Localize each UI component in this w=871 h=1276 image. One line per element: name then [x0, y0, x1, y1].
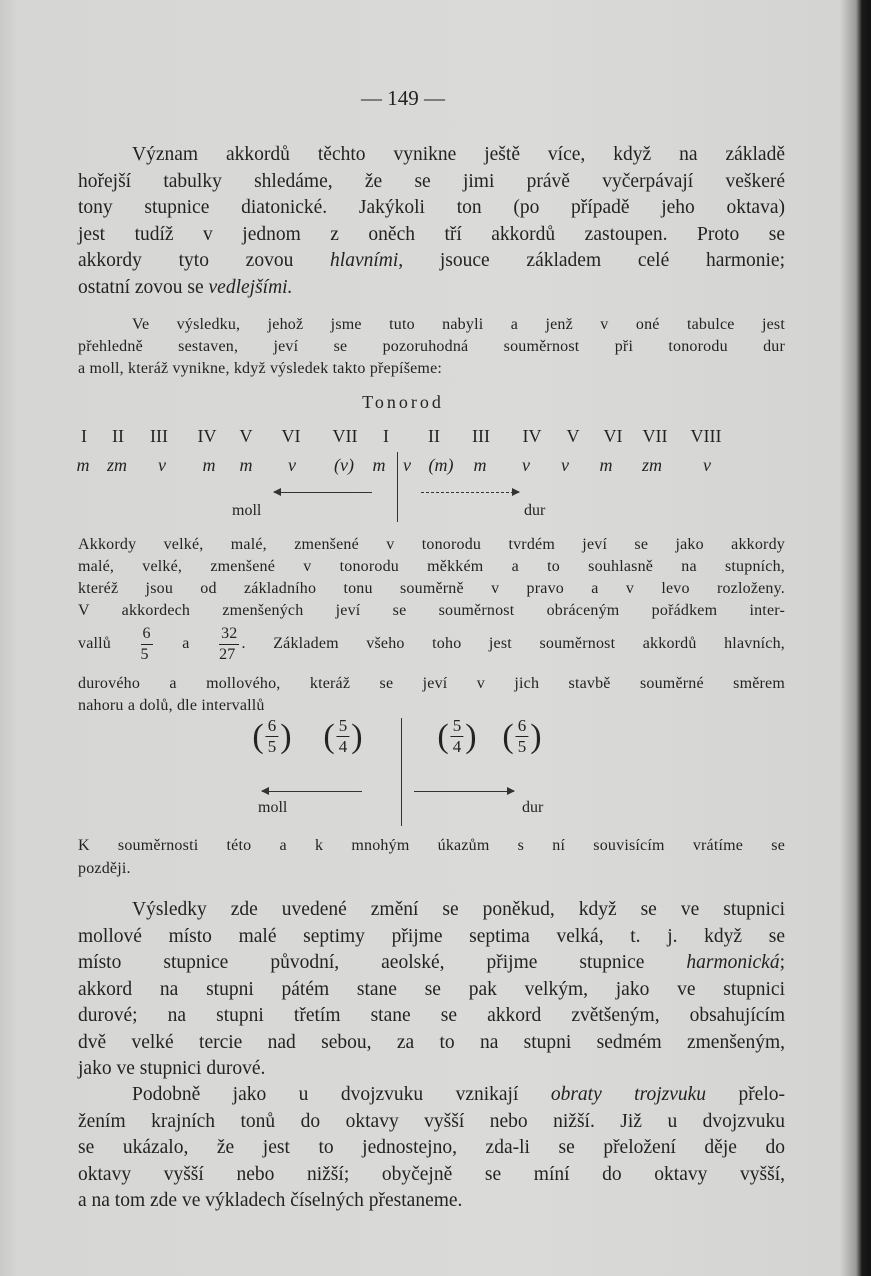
text-segment: tony stupnice diatonické. Jakýkoli ton (po případě jeho oktava): [78, 197, 785, 218]
text-segment: se ukázalo, že jest to jednostejno, zda-li se přeložení děje do: [78, 1137, 785, 1158]
moll-label: moll: [232, 502, 262, 519]
chord-type: m: [599, 455, 613, 475]
scale-degree: II: [428, 426, 440, 446]
text-segment: durové; na stupni třetím stane se akkord zvětšeným, obsahujícím: [78, 1005, 785, 1026]
paren-right: ): [465, 717, 477, 755]
denominator: 4: [338, 737, 348, 756]
divider-line: [401, 718, 402, 826]
moll-label: moll: [258, 799, 288, 816]
paragraph-6: [78, 1082, 785, 1215]
scale-degree: VII: [642, 426, 668, 446]
italic-text: vedlejšími.: [208, 276, 293, 298]
paragraph-3: [78, 534, 785, 717]
text-segment: jsouce základem celé harmonie;: [403, 250, 785, 271]
scale-degree: VI: [603, 426, 623, 446]
chord-type: m: [473, 455, 487, 475]
text-segment: durového a mollového, kteráž se jeví v jich stavbě souměrné směrem: [78, 675, 785, 692]
chord-type: zm: [641, 455, 663, 475]
text-segment: mollové místo malé septimy přijme septima velká, t. j. když se: [78, 925, 785, 947]
paren-left: (: [252, 717, 264, 755]
text-segment: . Základem všeho toho jest souměrnost akkordů hlavních,: [241, 635, 785, 652]
scale-degree: II: [112, 426, 124, 446]
denominator: 27: [219, 645, 236, 663]
paragraph-5: [78, 897, 785, 1083]
chord-type: m: [202, 455, 216, 475]
arrow-left-icon: [274, 492, 372, 494]
dur-label: dur: [522, 799, 544, 816]
text-line: [78, 195, 785, 222]
text-segment: dvě velké tercie nad sebou, za to na stupni sedmém zmenšeným,: [78, 1031, 785, 1053]
text-segment: jest tudíž v jednom z oněch tří akkordů zastoupen. Proto se: [78, 223, 785, 245]
text-segment: hořejší tabulky shledáme, že se jimi právě vyčerpávají veškeré: [78, 170, 785, 192]
paragraph-1: [78, 142, 785, 301]
text-line: [78, 1003, 785, 1030]
denominator: 5: [140, 645, 149, 663]
fraction: [266, 716, 279, 757]
interval-fraction: [502, 716, 541, 757]
text-segment: akkord na stupni pátém stane se pak velkým, jako ve stupnici: [78, 978, 785, 1000]
text-segment: přehledně sestaven, jeví se pozoruhodná souměrnost při tonorodu dur: [78, 338, 785, 355]
scale-degree: I: [383, 426, 389, 446]
chord-type: v: [288, 455, 296, 475]
fraction: [141, 624, 153, 665]
paren-left: (: [437, 717, 449, 755]
chord-type: (m): [428, 455, 454, 475]
text-segment: kteréž jsou od základního tonu souměrně v pravo a v levo rozloženy.: [78, 580, 785, 597]
italic-text: harmonická: [686, 952, 780, 973]
chord-type: v: [703, 455, 711, 475]
text-line: [78, 1188, 785, 1215]
table-title: Tonorod: [362, 392, 444, 412]
text-line: [78, 222, 785, 249]
text-segment: žením krajních tonů do oktavy vyšší nebo nižší. Již u dvojzvuku: [78, 1110, 785, 1132]
text-segment: ;: [779, 952, 785, 973]
chord-type: v: [561, 455, 569, 475]
text-segment: nahoru a dolů, dle intervallů: [78, 697, 265, 714]
arrow-right-icon: [414, 791, 514, 793]
numerator: 6: [141, 624, 153, 645]
scale-degree: IV: [522, 426, 542, 446]
denominator: 5: [267, 737, 277, 756]
paren-left: (: [502, 717, 514, 755]
text-segment: jako ve stupnici durové.: [78, 1058, 266, 1079]
text-line: [78, 534, 785, 556]
numerator: 6: [517, 716, 527, 735]
text-line: [78, 142, 785, 169]
text-line: [78, 834, 785, 857]
text-segment: akkordy tyto zovou: [78, 250, 331, 271]
text-segment: místo stupnice původní, aeolské, přijme stupnice: [78, 952, 687, 973]
text-segment: malé, velké, zmenšené v tonorodu měkkém a to souhlasně na stupních,: [78, 558, 785, 575]
text-segment: Akkordy velké, malé, zmenšené v tonorodu tvrdém jeví se jako akkordy: [78, 536, 785, 553]
denominator: 4: [452, 737, 462, 756]
chord-type: m: [76, 455, 90, 475]
text-line: [78, 897, 785, 924]
fraction: [451, 716, 464, 757]
chord-type: m: [239, 455, 253, 475]
paragraph-4: [78, 834, 785, 880]
text-line: [78, 578, 785, 600]
text-line: [78, 556, 785, 578]
text-line: [78, 358, 785, 380]
text-segment: a moll, kteráž vynikne, když výsledek takto přepíšeme:: [78, 360, 443, 377]
chord-type: zm: [106, 455, 128, 475]
text-segment: později.: [78, 860, 131, 877]
text-line: [78, 169, 785, 196]
text-line: [78, 600, 785, 622]
text-line: [78, 924, 785, 951]
italic-text: hlavními,: [330, 250, 404, 271]
text-segment: Ve výsledku, jehož jsme tuto nabyli a jenž v oné tabulce jest: [132, 316, 785, 333]
page-number: — 149 —: [361, 86, 445, 110]
paren-left: (: [323, 717, 335, 755]
text-segment: a na tom zde ve výkladech číselných přestaneme.: [78, 1190, 463, 1211]
scale-degree: III: [472, 426, 490, 446]
scale-degree: III: [150, 426, 168, 446]
numerator: 6: [267, 716, 277, 735]
numerator: 32: [219, 624, 239, 645]
text-segment: Význam akkordů těchto vynikne ještě více, když na základě: [132, 144, 785, 165]
arrow-left-icon: [262, 791, 362, 793]
text-line: [78, 977, 785, 1004]
chord-type: v: [158, 455, 166, 475]
chord-type: v: [403, 455, 411, 475]
text-segment: ostatní zovou se: [78, 276, 209, 298]
chord-type: v: [522, 455, 530, 475]
dur-label: dur: [524, 502, 546, 519]
arrow-right-icon: [421, 492, 519, 494]
scale-degree: IV: [197, 426, 217, 446]
scale-degree: VIII: [690, 426, 722, 446]
text-segment: Výsledky zde uvedené změní se poněkud, když se ve stupnici: [132, 899, 785, 920]
italic-text: obraty trojzvuku: [550, 1084, 707, 1105]
text-segment: V akkordech zmenšených jeví se souměrnost obráceným pořádkem inter-: [78, 602, 785, 619]
paragraph-2: [78, 314, 785, 380]
fraction: [516, 716, 529, 757]
text-line: [78, 1030, 785, 1057]
text-segment: Podobně jako u dvojzvuku vznikají: [132, 1084, 551, 1105]
scale-degree: VII: [332, 426, 358, 446]
paren-right: ): [280, 717, 292, 755]
text-line: [78, 1109, 785, 1136]
scale-degree: I: [81, 426, 87, 446]
text-line: [78, 1162, 785, 1189]
text-line: [78, 1135, 785, 1162]
text-segment: vallů: [78, 635, 139, 652]
numerator: 5: [452, 716, 462, 735]
text-line: [78, 857, 785, 880]
scale-degree: V: [239, 426, 253, 446]
text-segment: oktavy vyšší nebo nižší; obyčejně se míní do oktavy vyšší,: [78, 1163, 785, 1185]
scale-degree: V: [566, 426, 580, 446]
fraction: [337, 716, 350, 757]
paren-right: ): [530, 717, 542, 755]
paren-right: ): [351, 717, 363, 755]
text-line: [78, 1082, 785, 1109]
text-line: [78, 673, 785, 695]
text-line: [78, 275, 785, 302]
numerator: 5: [338, 716, 348, 735]
scale-degree: VI: [281, 426, 301, 446]
text-line: [78, 314, 785, 336]
text-segment: a: [154, 635, 218, 652]
text-line: [78, 695, 785, 717]
text-line: [78, 1056, 785, 1083]
chord-type: m: [372, 455, 386, 475]
text-line: [78, 622, 785, 666]
denominator: 5: [517, 737, 527, 756]
interval-fraction: [252, 716, 291, 757]
divider-line: [397, 452, 398, 522]
text-line: [78, 336, 785, 358]
text-segment: K souměrnosti této a k mnohým úkazům s ní souvisícím vrátíme se: [78, 837, 785, 854]
text-line: [78, 248, 785, 275]
interval-fraction: [437, 716, 476, 757]
fraction: [219, 624, 239, 665]
text-segment: přelo-: [706, 1084, 785, 1105]
chord-type: (v): [334, 455, 354, 475]
interval-fraction: [323, 716, 362, 757]
text-line: [78, 950, 785, 977]
